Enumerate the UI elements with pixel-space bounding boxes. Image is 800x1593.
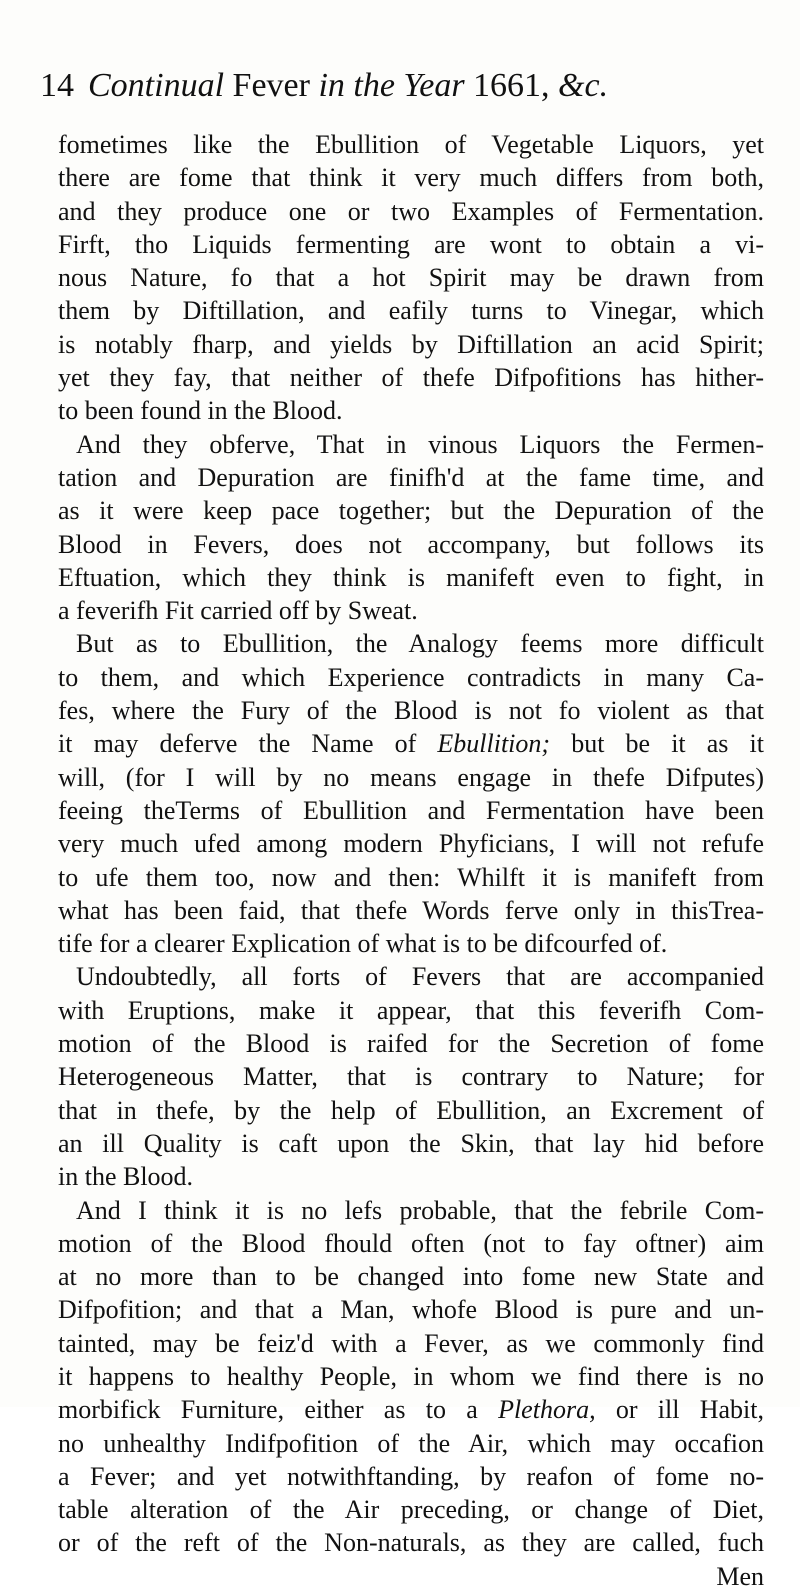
text-line: to ufe them too, now and then: Whilft it is manifeft from (58, 862, 764, 892)
text-line: that in thefe, by the help of Ebullition, an Excrement of (58, 1095, 764, 1125)
text-line: it happens to healthy People, in whom we find there is no (58, 1361, 764, 1391)
text-line: will, (for I will by no means engage in thefe Difputes) (58, 762, 764, 792)
text-line: Undoubtedly, all forts of Fevers that are accompanied (76, 962, 764, 992)
italic-term: Plethora, (498, 1395, 596, 1425)
page-number: 14 (40, 67, 74, 104)
text-line: a Fever; and yet notwithftanding, by reafon of fome no- (58, 1461, 764, 1491)
text-line: at no more than to be changed into fome new State and (58, 1262, 764, 1292)
text-line: is notably fharp, and yields by Diftillation an acid Spirit; (58, 329, 764, 359)
catchword: Men (716, 1561, 764, 1591)
body-text (58, 128, 764, 1593)
text-line: motion of the Blood fhould often (not to fay oftner) aim (58, 1228, 764, 1258)
header-year: 1661, (473, 67, 550, 104)
text-line: tife for a clearer Explication of what is to be difcourfed of. (58, 929, 668, 959)
text-line: fometimes like the Ebullition of Vegetable Liquors, yet (58, 130, 764, 159)
header-etc: &c. (558, 67, 609, 104)
text-line: and they produce one or two Examples of Fermentation. (58, 196, 764, 226)
text-line: them by Diftillation, and eafily turns to Vinegar, which (58, 296, 764, 326)
text-line: fes, where the Fury of the Blood is not fo violent as that (58, 696, 764, 726)
text-line: what has been faid, that thefe Words ferve only in thisTrea- (58, 895, 764, 925)
text-segment: it may deferve the Name of (58, 729, 417, 759)
text-line: a feverifh Fit carried off by Sweat. (58, 596, 418, 626)
text-line: And they obferve, That in vinous Liquors the Fermen- (76, 429, 764, 459)
text-line: there are fome that think it very much differs from both, (58, 163, 764, 193)
text-line: feeing theTerms of Ebullition and Fermentation have been (58, 795, 764, 825)
text-line: tation and Depuration are finifh'd at the fame time, and (58, 462, 764, 492)
text-line: tainted, may be feiz'd with a Fever, as we commonly find (58, 1328, 764, 1358)
text-line: to them, and which Experience contradicts in many Ca- (58, 662, 764, 692)
header-title-roman: Fever (232, 67, 310, 104)
text-line (58, 1393, 764, 1426)
text-segment: or ill Habit, (615, 1395, 765, 1425)
text-line: to been found in the Blood. (58, 396, 343, 426)
header-title-italic: Continual (88, 67, 225, 104)
text-line: or of the reft of the Non-naturals, as they are called, fuch (58, 1528, 764, 1558)
text-segment: morbifick Furniture, either as to a (58, 1395, 478, 1425)
header-title-italic-2: in the Year (318, 67, 465, 104)
text-line: motion of the Blood is raifed for the Secretion of fome (58, 1029, 764, 1059)
text-line: with Eruptions, make it appear, that this feverifh Com- (58, 995, 764, 1025)
text-line: as it were keep pace together; but the Depuration of the (58, 496, 764, 526)
text-line: Difpofition; and that a Man, whofe Blood is pure and un- (58, 1295, 764, 1325)
text-line: And I think it is no lefs probable, that the febrile Com- (76, 1195, 764, 1225)
running-header (40, 66, 740, 106)
text-line: Blood in Fevers, does not accompany, but follows its (58, 529, 764, 559)
text-line: nous Nature, fo that a hot Spirit may be drawn from (58, 263, 764, 293)
text-line: an ill Quality is caft upon the Skin, that lay hid before (58, 1128, 764, 1158)
text-segment: but be it as it (571, 729, 764, 759)
text-line: But as to Ebullition, the Analogy feems more difficult (76, 629, 764, 659)
text-line: in the Blood. (58, 1162, 194, 1192)
text-line: Heterogeneous Matter, that is contrary to Nature; for (58, 1062, 764, 1092)
text-line: yet they fay, that neither of thefe Difpofitions has hither- (58, 363, 764, 393)
text-line: no unhealthy Indifpofition of the Air, which may occafion (58, 1428, 764, 1458)
text-line (58, 727, 764, 760)
italic-term: Ebullition; (437, 729, 551, 759)
text-line: very much ufed among modern Phyficians, I will not refufe (58, 829, 764, 859)
text-line: Firft, tho Liquids fermenting are wont to obtain a vi- (58, 229, 764, 259)
text-line: Eftuation, which they think is manifeft even to fight, in (58, 562, 764, 592)
text-line: table alteration of the Air preceding, or change of Diet, (58, 1495, 764, 1525)
